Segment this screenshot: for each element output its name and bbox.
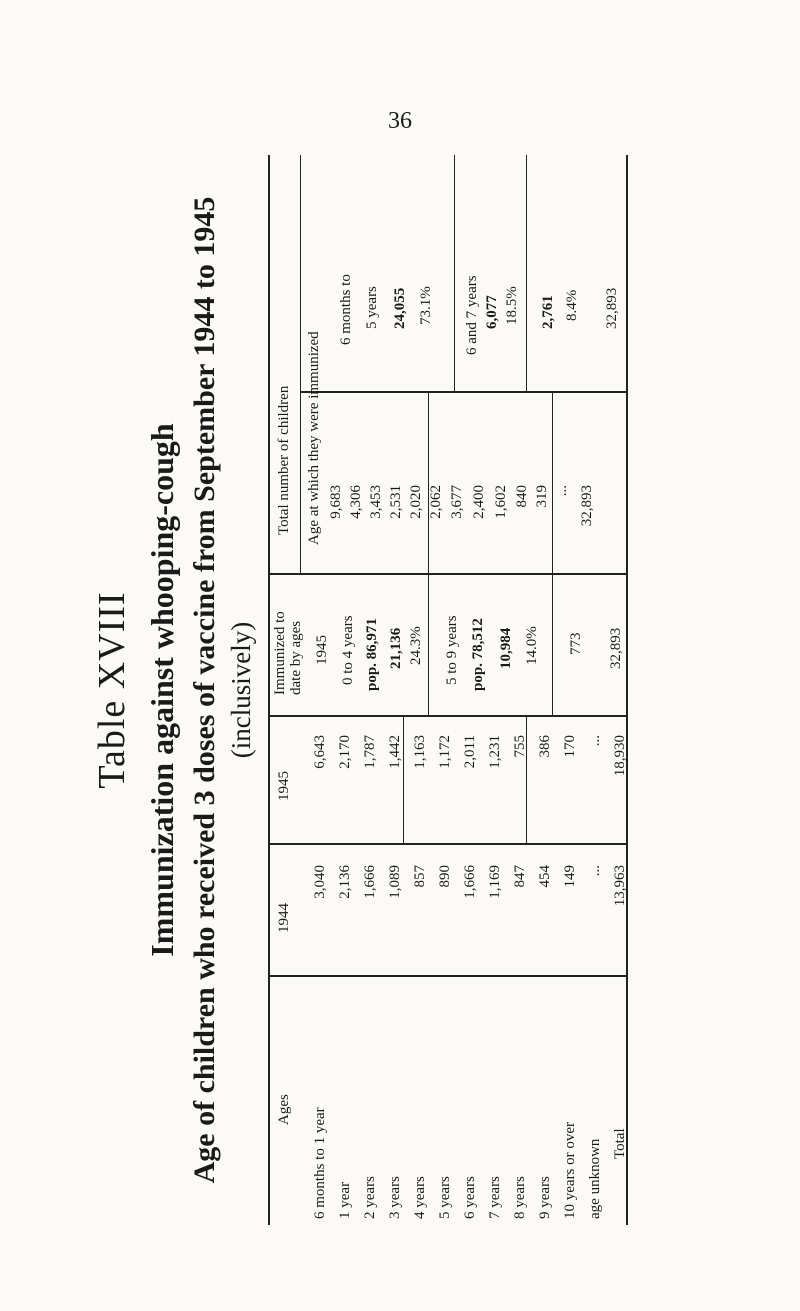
age-label: 10 years or over xyxy=(562,1121,578,1219)
header-age-at: Age at which they were immunized xyxy=(306,331,322,545)
tot-pct-2: 18.5% xyxy=(504,286,520,325)
imm-total: 32,893 xyxy=(608,627,624,669)
age-label: 1 year xyxy=(337,1181,353,1219)
cell-1944: 2,136 xyxy=(337,865,353,899)
cell-1945: 386 xyxy=(537,735,553,758)
block-rule-imm-b xyxy=(552,393,553,573)
table-subtitle: Age of children who received 3 doses of vaccine from September 1944 to 1945 xyxy=(188,196,221,1184)
cell-1945: 2,011 xyxy=(462,735,478,769)
cell-1945: 1,163 xyxy=(412,735,428,769)
top-rule xyxy=(268,155,270,1225)
imm-count-1: 21,136 xyxy=(388,627,404,669)
age-label: 5 years xyxy=(437,1176,453,1219)
tot-count-3: 2,761 xyxy=(540,295,556,329)
cell-1945: 1,787 xyxy=(362,735,378,769)
age-label: 9 years xyxy=(537,1176,553,1219)
cell-1944: 847 xyxy=(512,865,528,888)
cell-1945: 1,172 xyxy=(437,735,453,769)
col-age-at xyxy=(326,485,602,545)
cell-1945: ... xyxy=(587,735,603,747)
cell-age-at: 1,602 xyxy=(493,485,509,519)
header-1945: 1945 xyxy=(276,771,292,801)
imm-pct-2: 14.0% xyxy=(524,626,540,665)
imm-pop-2: pop. 78,512 xyxy=(470,618,486,691)
col-1944 xyxy=(308,865,633,925)
cell-1944: 1,089 xyxy=(387,865,403,899)
cell-1945: 6,643 xyxy=(312,735,328,769)
tot-count-2: 6,077 xyxy=(484,295,500,329)
header-1944: 1944 xyxy=(276,903,292,933)
cell-1945: 1,442 xyxy=(387,735,403,769)
cell-1945: 755 xyxy=(512,735,528,758)
cell-1945: 170 xyxy=(562,735,578,758)
cell-1945-total: 18,930 xyxy=(612,735,628,777)
table-title: Immunization against whooping-cough xyxy=(144,423,180,957)
cell-1944: 3,040 xyxy=(312,865,328,899)
cell-age-at: 3,677 xyxy=(449,485,465,519)
imm-pct-1: 24.3% xyxy=(408,626,424,665)
cell-age-at: 4,306 xyxy=(348,485,364,519)
page-number: 36 xyxy=(388,108,412,134)
imm-count-2: 10,984 xyxy=(498,627,514,669)
block-rule-1945-b xyxy=(552,575,553,715)
header-rule xyxy=(300,155,301,573)
age-label: age unknown xyxy=(587,1138,603,1219)
cell-1944: 1,666 xyxy=(462,865,478,899)
imm-range-2: 5 to 9 years xyxy=(444,615,460,685)
divider-ages xyxy=(268,975,628,977)
data-table xyxy=(268,155,630,1225)
rotated-table-sheet xyxy=(90,155,630,1225)
cell-age-at: 2,400 xyxy=(471,485,487,519)
cell-1945: 1,231 xyxy=(487,735,503,769)
cell-age-at: 2,531 xyxy=(388,485,404,519)
imm-year: 1945 xyxy=(314,635,330,665)
header-ages: Ages xyxy=(276,1094,292,1125)
tot-sum: 32,893 xyxy=(604,287,620,329)
tot-range-2: 6 and 7 years xyxy=(464,275,480,355)
age-label-total: Total xyxy=(612,1128,628,1159)
cell-age-at: 2,020 xyxy=(408,485,424,519)
divider-age-at xyxy=(300,391,628,393)
imm-range-1: 0 to 4 years xyxy=(340,615,356,685)
age-label: 3 years xyxy=(387,1176,403,1219)
age-label: 6 years xyxy=(462,1176,478,1219)
table-label: Table XVIII xyxy=(91,591,133,789)
cell-age-at: 9,683 xyxy=(328,485,344,519)
cell-1944: 1,169 xyxy=(487,865,503,899)
divider-1944 xyxy=(268,843,628,845)
header-total: Total number of children xyxy=(276,385,292,535)
table-subtitle-2: (inclusively) xyxy=(226,621,256,759)
imm-count-3: 773 xyxy=(568,632,584,655)
imm-pop-1: pop. 86,971 xyxy=(364,618,380,691)
age-label: 4 years xyxy=(412,1176,428,1219)
age-label: 6 months to 1 year xyxy=(312,1107,328,1219)
col-1945 xyxy=(308,735,633,795)
block-rule-imm-a xyxy=(428,393,429,573)
tot-range-1b: 5 years xyxy=(364,286,380,329)
cell-age-at: ... xyxy=(554,485,570,497)
age-label: 8 years xyxy=(512,1176,528,1219)
block-rule-tot-a xyxy=(454,155,455,391)
divider-1945 xyxy=(268,715,628,717)
cell-1944: ... xyxy=(587,865,603,877)
cell-1945: 2,170 xyxy=(337,735,353,769)
tot-range-1a: 6 months to xyxy=(338,274,354,345)
cell-1944: 857 xyxy=(412,865,428,888)
cell-age-at: 840 xyxy=(514,485,530,508)
cell-age-at: 3,453 xyxy=(368,485,384,519)
block-rule-tot-b xyxy=(526,155,527,391)
cell-1944-total: 13,963 xyxy=(612,865,628,907)
tot-pct-1: 73.1% xyxy=(418,286,434,325)
header-immunized-2: date by ages xyxy=(288,620,304,695)
tot-pct-3: 8.4% xyxy=(564,289,580,321)
cell-1944: 149 xyxy=(562,865,578,888)
tot-count-1: 24,055 xyxy=(392,287,408,329)
cell-age-at: 2,062 xyxy=(428,485,444,519)
ages-column xyxy=(308,983,633,1219)
cell-1944: 890 xyxy=(437,865,453,888)
age-label: 7 years xyxy=(487,1176,503,1219)
cell-1944: 1,666 xyxy=(362,865,378,899)
cell-age-at-total: 32,893 xyxy=(579,485,595,527)
header-immunized-1: Immunized to xyxy=(272,611,288,695)
cell-1944: 454 xyxy=(537,865,553,888)
block-rule-1945-a xyxy=(428,575,429,715)
cell-age-at: 319 xyxy=(534,485,550,508)
divider-immunized xyxy=(268,573,628,575)
age-label: 2 years xyxy=(362,1176,378,1219)
